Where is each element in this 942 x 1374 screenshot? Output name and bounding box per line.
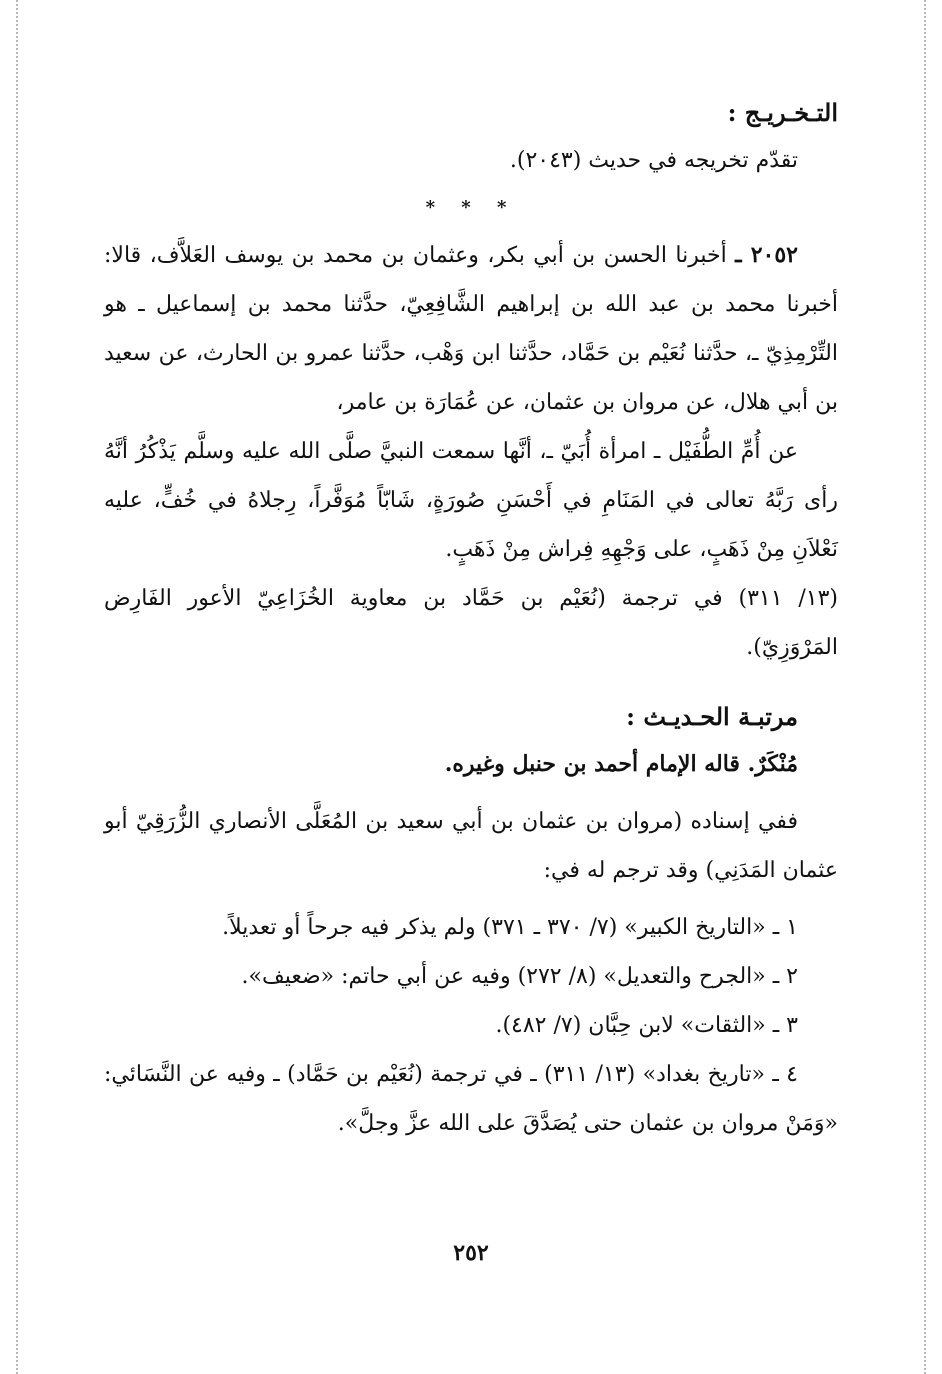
page-edge-left	[16, 0, 18, 1374]
reference-number: ١ ـ	[772, 915, 798, 940]
page-edge-right	[924, 0, 926, 1374]
grade-verdict	[104, 740, 838, 789]
grade-verdict-rest: قاله الإمام أحمد بن حنبل وغيره.	[444, 751, 740, 777]
grade-explanation: ففي إسناده (مروان بن عثمان بن أبي سعيد بن المُعَلَّى الأنصاري الزُّرَقِيّ أبو عثمان المَدَنِي) وقد ترجم له في:	[104, 809, 838, 883]
section-separator: * * *	[425, 197, 517, 218]
reference-number: ٤ ـ	[772, 1062, 798, 1087]
takhrij-heading: التـخـريـج :	[727, 98, 838, 127]
reference-text: «التاريخ الكبير» (٧/ ٣٧٠ ـ ٣٧١) ولم يذكر فيه جرحاً أو تعديلاً.	[222, 915, 766, 940]
page-number: ٢٥٢	[453, 1240, 489, 1266]
reference-text: «الثقات» لابن حِبَّان (٧/ ٤٨٢).	[495, 1013, 766, 1038]
reference-number: ٣ ـ	[772, 1013, 798, 1038]
takhrij-text: تقدّم تخريجه في حديث (٢٠٤٣).	[509, 148, 798, 173]
hadith-matn: عن أُمِّ الطُّفَيْل ـ امرأة أُبَيّ ـ، أنَّها سمعت النبيَّ صلَّى الله عليه وسلَّم يَذْكُرُ أنَّهُ رأى رَبَّهُ تعالى في المَنَامِ في أَحْسَنِ صُورَةٍ، شَابّاً مُوَفَّراً، رِجلاهُ في خُفٍّ، عليه نَعْلاَنِ مِنْ ذَهَبٍ، على وَجْهِهِ فِراش مِنْ ذَهَبٍ.	[104, 439, 838, 562]
hadith-isnad-text: أخبرنا الحسن بن أبي بكر، وعثمان بن محمد بن يوسف العَلاَّف، قالا: أخبرنا محمد بن عبد الله بن إبراهيم الشَّافِعِيّ، حدَّثنا محمد بن إسماعيل ـ هو التِّرْمِذِيّ ـ، حدَّثنا نُعَيْم بن حَمَّاد، حدَّثنا ابن وَهْب، حدَّثنا عمرو بن الحارث، عن سعيد بن أبي هلال، عن مروان بن عثمان، عن عُمَارَة بن عامر،	[104, 243, 838, 415]
reference-number: ٢ ـ	[772, 964, 798, 989]
grade-heading: مرتبـة الحـديـث :	[626, 702, 798, 731]
grade-verdict-word: مُنْكَرٌ.	[747, 751, 798, 777]
reference-text: «تاريخ بغداد» (١٣/ ٣١١) ـ في ترجمة (نُعَيْم بن حَمَّاد) ـ وفيه عن النَّسَائي: «وَمَنْ مروان بن عثمان حتى يُصَدَّقَ على الله عزَّ وجلَّ».	[104, 1062, 838, 1136]
reference-item	[104, 1001, 838, 1050]
hadith-number: ٢٠٥٢ ـ	[735, 242, 798, 268]
hadith-isnad	[104, 231, 838, 427]
page-body	[104, 90, 838, 1148]
hadith-source: (١٣/ ٣١١) في ترجمة (نُعَيْم بن حَمَّاد بن معاوية الخُزَاعِيّ الأعور الفَارِض المَرْوَزِيّ).	[104, 586, 839, 660]
reference-text: «الجرح والتعديل» (٨/ ٢٧٢) وفيه عن أبي حاتم: «ضعيف».	[241, 964, 766, 989]
reference-item	[104, 952, 838, 1001]
reference-item	[104, 1050, 838, 1148]
reference-item	[104, 903, 838, 952]
references-list	[104, 903, 838, 1148]
